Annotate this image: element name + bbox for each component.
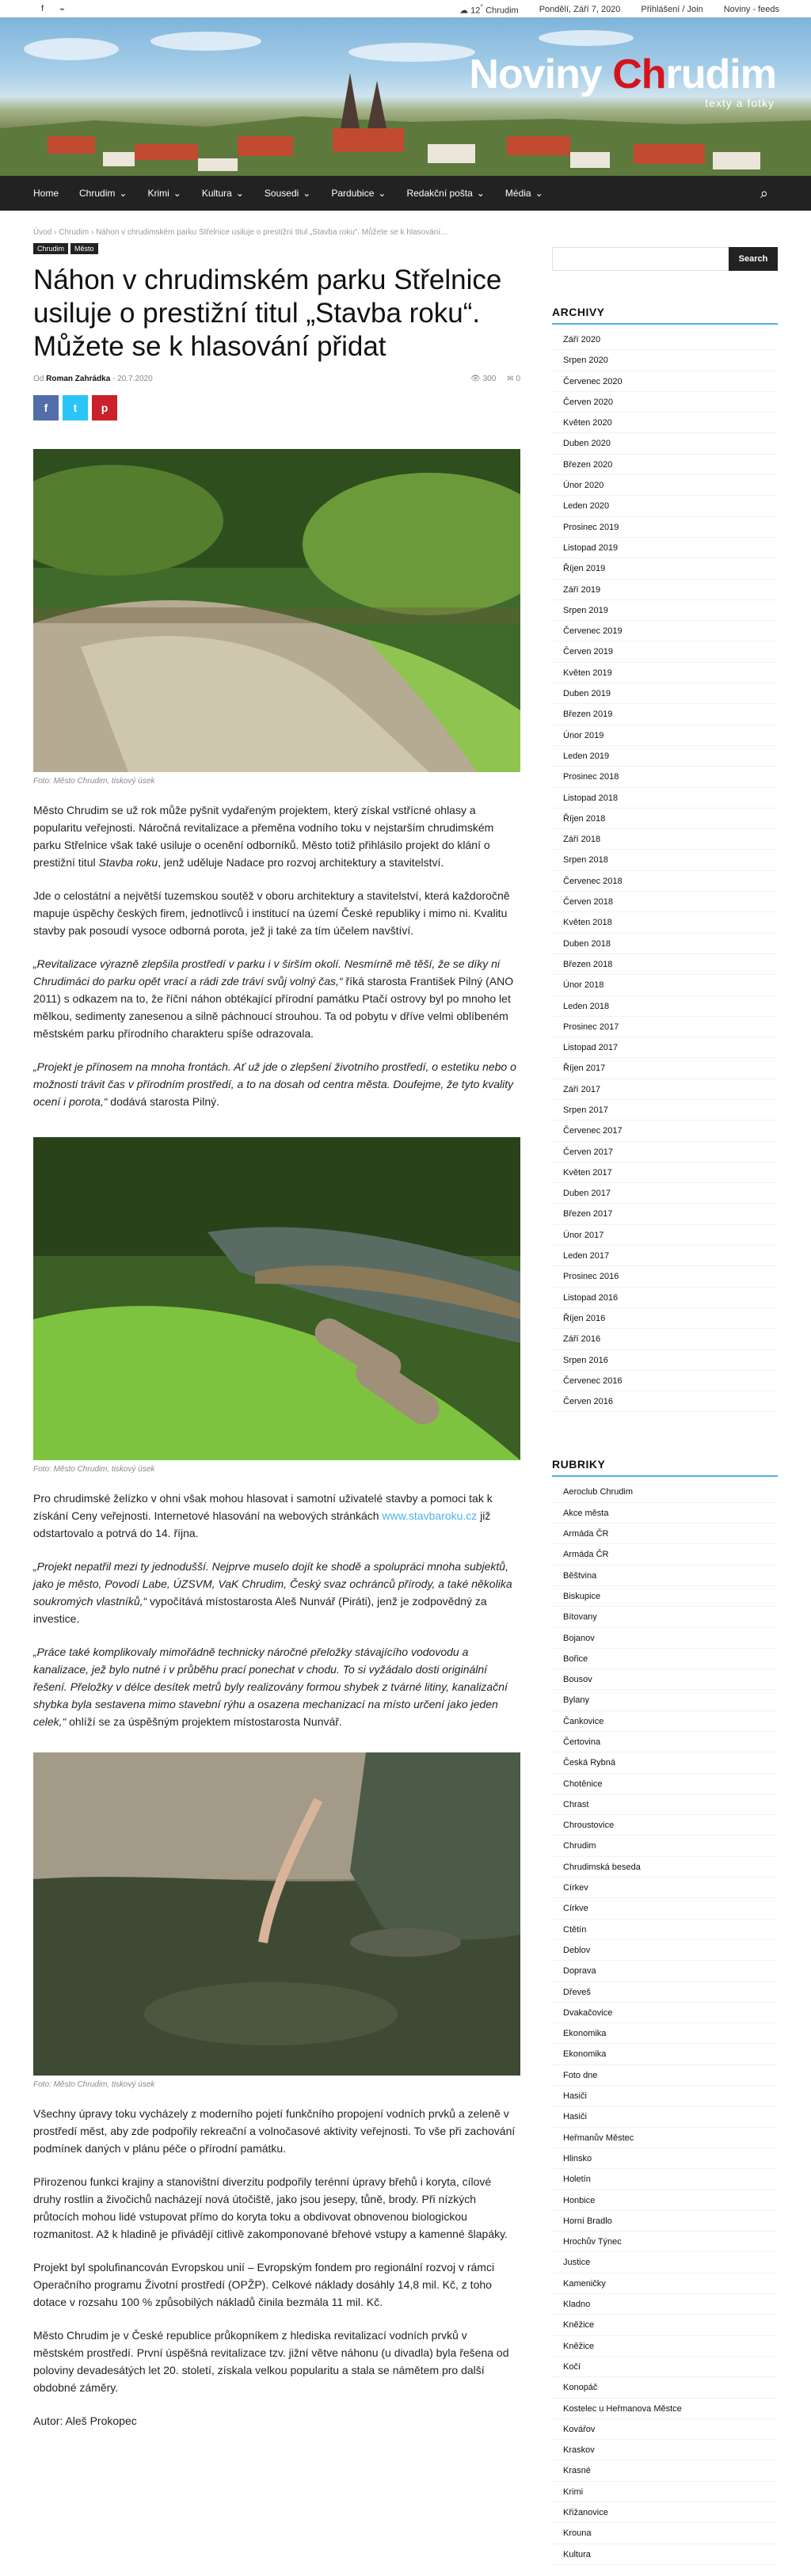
photo-caption-1: Foto: Město Chrudim, tiskový úsek <box>33 777 155 786</box>
main-nav <box>0 176 811 211</box>
archive-item[interactable]: Prosinec 2017 <box>552 1017 778 1037</box>
category-item[interactable]: Kněžice <box>552 2336 778 2357</box>
nav-kultura[interactable]: Kultura ⌄ <box>201 188 244 199</box>
category-item[interactable]: Ctětín <box>552 1920 778 1940</box>
chevron-down-icon: ⌄ <box>119 188 128 199</box>
category-item[interactable]: Kameničky <box>552 2274 778 2294</box>
category-item[interactable]: Dřeveš <box>552 1982 778 2003</box>
breadcrumb: Úvod › Chrudim › Náhon v chrudimském parku Střelnice usiluje o prestižní titul „Stavba roku“. Můžete se k hlasování... <box>33 228 447 237</box>
category-item[interactable]: Krouna <box>552 2523 778 2544</box>
archive-item[interactable]: Červenec 2016 <box>552 1371 778 1391</box>
category-item[interactable]: Chrudim <box>552 1836 778 1856</box>
comments-count[interactable]: ✉ 0 <box>507 375 520 383</box>
share-twitter-button[interactable]: t <box>63 395 88 420</box>
sidebar-search-button[interactable]: Search <box>729 247 778 271</box>
category-item[interactable]: Chrudimská beseda <box>552 1857 778 1878</box>
photo-caption-2: Foto: Město Chrudim, tiskový úsek <box>33 1465 155 1474</box>
archive-item[interactable]: Říjen 2017 <box>552 1058 778 1079</box>
archive-item[interactable]: Září 2017 <box>552 1079 778 1100</box>
category-item[interactable]: Krimi <box>552 2482 778 2502</box>
category-item[interactable]: Akce města <box>552 1503 778 1524</box>
category-item[interactable]: Kočí <box>552 2357 778 2377</box>
paragraph-8: Všechny úpravy toku vycházely z moderního pojetí funkčního propojení vodních prvků a zeleně v prostředí měst, aby zde podpořily rekreační a volnočasové aktivity veřejnosti. To vše při zachování podmínek daných v plánu péče o přírodní památku. <box>33 2107 516 2155</box>
article-photo-1[interactable] <box>33 449 520 772</box>
archive-item[interactable]: Září 2019 <box>552 580 778 600</box>
archive-item[interactable]: Srpen 2017 <box>552 1100 778 1121</box>
breadcrumb-current: Náhon v chrudimském parku Střelnice usiluje o prestižní titul „Stavba roku“. Můžete se k hlasování... <box>95 228 447 237</box>
article-photo-3[interactable] <box>33 1752 520 2076</box>
archive-item[interactable]: Červenec 2017 <box>552 1121 778 1141</box>
category-item[interactable]: Kostelec u Heřmanova Městce <box>552 2399 778 2419</box>
paragraph-1: Město Chrudim se už rok může pyšnit vydařeným projektem, který získal vstřícné ohlasy a popularitu veřejnosti. Náročná revitalizace a přeměna vodního toku v nejstarším chrudimském parku Střelnice však také usiluje o ocenění odborníků. Město totiž přihlásilo projekt do klání o prestižní titul Stavba roku, jenž uděluje Nadace pro rozvoj architektury a stavitelství. <box>33 804 494 869</box>
paragraph-7: „Práce také komplikovaly mimořádně technicky náročné přeložky stávajícího vodovodu a kanalizace, jež bylo nutné i v průběhu prací ponechat v chodu. To si vyžádalo dosti originální řešení. Přeložky v délce desítek metrů byly realizovány formou shybek z tvárné litiny, kanalizační shybka byla sestavena mimo stavební rýhu a osazena mechanizací na místo určení jako jeden celek,“ ohlíží se za úspěšným projektem místostarosta Nunvář. <box>33 1646 508 1728</box>
archive-list <box>552 329 778 1412</box>
sidebar-search <box>552 247 778 271</box>
category-item[interactable]: Kraskov <box>552 2440 778 2460</box>
archive-item[interactable]: Únor 2018 <box>552 975 778 995</box>
archive-item[interactable]: Prosinec 2016 <box>552 1266 778 1287</box>
chevron-down-icon: ⌄ <box>303 188 311 199</box>
category-item[interactable]: Deblov <box>552 1940 778 1961</box>
archive-item[interactable]: Únor 2020 <box>552 475 778 496</box>
category-item[interactable]: Foto dne <box>552 2065 778 2086</box>
category-item[interactable]: Bousov <box>552 1669 778 1690</box>
stavbaroku-link[interactable]: www.stavbaroku.cz <box>382 1509 478 1522</box>
category-item[interactable]: Biskupice <box>552 1586 778 1607</box>
archive-item[interactable]: Srpen 2020 <box>552 350 778 371</box>
author-link[interactable]: Roman Zahrádka <box>46 375 111 383</box>
category-item[interactable]: Armáda ČR <box>552 1544 778 1565</box>
category-item[interactable]: Bojanov <box>552 1628 778 1649</box>
category-item[interactable]: Hlinsko <box>552 2148 778 2169</box>
photo-stream-logs <box>33 1137 520 1460</box>
photo-wading-person <box>33 1752 520 2076</box>
archive-item[interactable]: Březen 2017 <box>552 1204 778 1224</box>
archive-item[interactable]: Srpen 2018 <box>552 850 778 870</box>
category-item[interactable]: Heřmanův Městec <box>552 2128 778 2148</box>
category-item[interactable]: Doprava <box>552 1961 778 1981</box>
category-item[interactable]: Armáda ČR <box>552 1524 778 1544</box>
archive-item[interactable]: Leden 2019 <box>552 746 778 767</box>
paragraph-9: Přirozenou funkci krajiny a stanovištní diverzitu podpořily terénní úpravy břehů i koryta, cílové druhy rostlin a živočichů nacházejí nová útočiště, jako jsou jesepy, tůně, brody. Při nízkých průtocích mohou lidé vstupovat přímo do koryta toku a obdivovat obnovenou biologickou rozmanitost. Až k hladině je přivádějí citlivě zakomponované břehové vstupy a kamenné šlapáky. <box>33 2175 508 2240</box>
category-item[interactable]: Bořice <box>552 1649 778 1669</box>
article-column <box>33 228 520 2430</box>
paragraph-11: Město Chrudim je v České republice průkopníkem z hlediska revitalizací vodních prvků v městském prostředí. První úspěšná revitalizace tzv. jižní větve náhonu (u divadla) byla řešena od poloviny devadesátých let 20. století, získala velkou popularitu a stala se námětem pro další obdobné záměry. <box>33 2329 509 2394</box>
paragraph-4: „Projekt je přínosem na mnoha frontách. Ať už jde o zlepšení životního prostředí, o estetiku nebo o možnosti trávit čas v přírodním prostředí, a to na dosah od centra města. Doufejme, že tyto kvality ocení i porota,“ dodává starosta Pilný. <box>33 1060 516 1108</box>
views-count: 👁 300 <box>470 375 497 383</box>
sidebar <box>552 247 778 2565</box>
nav-home[interactable]: Home <box>33 188 59 199</box>
archive-item[interactable]: Září 2020 <box>552 329 778 350</box>
rubriky-title: RUBRIKY <box>552 1458 778 1477</box>
category-item[interactable]: Kněžice <box>552 2315 778 2335</box>
archive-item[interactable]: Únor 2017 <box>552 1225 778 1246</box>
archive-item[interactable]: Duben 2020 <box>552 433 778 454</box>
rss-icon[interactable]: ⌁ <box>59 5 65 14</box>
breadcrumb-home[interactable]: Úvod <box>33 228 52 237</box>
archive-item[interactable]: Září 2016 <box>552 1329 778 1349</box>
comment-icon: ✉ <box>507 375 514 383</box>
header-banner <box>0 17 811 176</box>
category-item[interactable]: Česká Rybná <box>552 1752 778 1773</box>
article-title: Náhon v chrudimském parku Střelnice usiluje o prestižní titul „Stavba roku“. Můžete se k hlasování přidat <box>33 264 502 362</box>
category-item[interactable]: Dvakačovice <box>552 2003 778 2023</box>
chevron-down-icon: ⌄ <box>476 188 485 199</box>
archive-item[interactable]: Říjen 2018 <box>552 809 778 829</box>
eye-icon: 👁 <box>470 375 481 383</box>
archive-item[interactable]: Listopad 2018 <box>552 788 778 809</box>
rubriky-list <box>552 1482 778 2564</box>
archive-item[interactable]: Srpen 2016 <box>552 1350 778 1371</box>
share-pinterest-button[interactable]: p <box>92 395 117 420</box>
category-item[interactable]: Bylany <box>552 1690 778 1710</box>
archive-item[interactable]: Září 2018 <box>552 829 778 850</box>
archive-item[interactable]: Říjen 2019 <box>552 558 778 579</box>
archive-item[interactable]: Květen 2019 <box>552 663 778 683</box>
archive-item[interactable]: Leden 2020 <box>552 496 778 516</box>
chevron-down-icon: ⌄ <box>173 188 181 199</box>
article-date: 20.7.2020 <box>117 375 153 383</box>
category-item[interactable]: Kultura <box>552 2544 778 2565</box>
archive-item[interactable]: Srpen 2019 <box>552 600 778 621</box>
archive-item[interactable]: Březen 2019 <box>552 704 778 725</box>
category-item[interactable]: Honbice <box>552 2190 778 2211</box>
nav-media[interactable]: Média ⌄ <box>504 188 543 199</box>
search-icon[interactable]: ⌕ <box>760 185 768 201</box>
article-photo-2[interactable] <box>33 1137 520 1460</box>
category-item[interactable]: Aeroclub Chrudim <box>552 1482 778 1502</box>
paragraph-3: „Revitalizace výrazně zlepšila prostředí v parku i v širším okolí. Nesmírně mě těší, že se díky ni Chrudimáci do parku opět vrací a rádi zde tráví svůj volný čas,“ říká starosta František Pilný (ANO 2011) s odkazem na to, že říční náhon obtékající přírodní památku Ptačí ostrovy byl po mnoho let mělkou, sedimenty zanesenou a silně páchnoucí strouhou. Ta od pobytu v dříve velmi oblíbeném městském parku přírodního charakteru spíše odrazovala. <box>33 957 514 1040</box>
chevron-down-icon: ⌄ <box>235 188 244 199</box>
breadcrumb-section[interactable]: Chrudim <box>59 228 89 237</box>
paragraph-10: Projekt byl spolufinancován Evropskou unií – Evropským fondem pro regionální rozvoj v rámci Operačního programu Životní prostředí (OPŽP). Celkové náklady dosáhly 14,8 mil. Kč, z toho dotace v rozsahu 100 % způsobilých nákladů činila bezmála 11 mil. Kč. <box>33 2261 495 2308</box>
feeds-link[interactable]: Noviny - feeds <box>723 4 779 14</box>
share-facebook-button[interactable]: f <box>33 395 59 420</box>
archive-item[interactable]: Březen 2020 <box>552 455 778 475</box>
archive-item[interactable]: Červen 2018 <box>552 892 778 912</box>
weather-temp: 12 <box>470 6 481 16</box>
category-item[interactable]: Hrochův Týnec <box>552 2232 778 2252</box>
archive-item[interactable]: Leden 2018 <box>552 996 778 1017</box>
category-item[interactable]: Křižanovice <box>552 2502 778 2523</box>
top-bar <box>0 0 811 17</box>
archive-item[interactable]: Duben 2017 <box>552 1183 778 1204</box>
category-item[interactable]: Hasiči <box>552 2106 778 2127</box>
archive-item[interactable]: Listopad 2016 <box>552 1288 778 1308</box>
weather-city: Chrudim <box>485 6 519 16</box>
archive-item[interactable]: Říjen 2016 <box>552 1308 778 1329</box>
paragraph-6: „Projekt nepatřil mezi ty jednodušší. Nejprve muselo dojít ke shodě a spolupráci mnoha subjektů, jako je město, Povodí Labe, ÚZSVM, VaK Chrudim, Český svaz ochránců přírody, a také několika soukromých vlastníků,“ vypočítává místostarosta Aleš Nunvář (Piráti), jenž je zodpovědný za investice. <box>33 1560 512 1625</box>
photo-stream-bed <box>33 449 520 772</box>
category-item[interactable]: Bítovany <box>552 1607 778 1627</box>
top-date: Pondělí, Září 7, 2020 <box>539 4 621 14</box>
weather-widget: ☁ 12° Chrudim <box>459 3 519 16</box>
site-logo[interactable]: Noviny Chrudim <box>469 51 776 97</box>
category-badge-chrudim[interactable]: Chrudim <box>33 243 68 254</box>
category-badge-mesto[interactable]: Město <box>70 243 98 254</box>
article-meta: Od Roman Zahrádka - 20.7.2020 👁 300 ✉ 0 <box>33 375 520 389</box>
chevron-down-icon: ⌄ <box>378 188 386 199</box>
chevron-down-icon: ⌄ <box>535 188 543 199</box>
category-item[interactable]: Církve <box>552 1898 778 1919</box>
article-signature: Autor: Aleš Prokopec <box>33 2414 137 2427</box>
category-item[interactable]: Kovářov <box>552 2419 778 2440</box>
archive-item[interactable]: Červen 2017 <box>552 1142 778 1162</box>
archive-item[interactable]: Červenec 2018 <box>552 871 778 892</box>
archive-item[interactable]: Květen 2018 <box>552 912 778 933</box>
category-item[interactable]: Chrast <box>552 1794 778 1815</box>
archive-item[interactable]: Leden 2017 <box>552 1246 778 1266</box>
archive-item[interactable]: Červen 2016 <box>552 1391 778 1412</box>
author-prefix: Od <box>33 375 44 383</box>
category-item[interactable]: Konopáč <box>552 2377 778 2398</box>
category-item[interactable]: Hasiči <box>552 2086 778 2106</box>
category-item[interactable]: Čertovina <box>552 1732 778 1752</box>
category-item[interactable]: Ekonomika <box>552 2023 778 2044</box>
photo-caption-3: Foto: Město Chrudim, tiskový úsek <box>33 2080 155 2089</box>
archive-item[interactable]: Prosinec 2018 <box>552 767 778 787</box>
weather-unit: ° <box>480 3 484 11</box>
paragraph-5: Pro chrudimské želízko v ohni však mohou hlasovat i samotní uživatelé stavby a pomoci tak k získání Ceny veřejnosti. Internetové hlasování na webových stránkách www.stavbaroku.cz již odstartovalo a potrvá do 14. října. <box>33 1492 493 1539</box>
archive-item[interactable]: Červen 2020 <box>552 392 778 413</box>
category-item[interactable]: Justice <box>552 2252 778 2273</box>
archive-item[interactable]: Květen 2020 <box>552 413 778 433</box>
archive-item[interactable]: Únor 2019 <box>552 725 778 746</box>
nav-redakcni-posta[interactable]: Redakční pošta ⌄ <box>406 188 485 199</box>
archive-item[interactable]: Červenec 2020 <box>552 371 778 392</box>
archive-title: ARCHIVY <box>552 306 778 325</box>
category-item[interactable]: Horní Bradlo <box>552 2211 778 2232</box>
archive-item[interactable]: Listopad 2017 <box>552 1037 778 1058</box>
category-item[interactable]: Čankovice <box>552 1711 778 1732</box>
category-item[interactable]: Chotěnice <box>552 1774 778 1794</box>
archive-item[interactable]: Březen 2018 <box>552 954 778 975</box>
nav-chrudim[interactable]: Chrudim ⌄ <box>79 188 128 199</box>
login-link[interactable]: Přihlášení / Join <box>641 4 703 14</box>
category-item[interactable]: Chroustovice <box>552 1815 778 1836</box>
nav-pardubice[interactable]: Pardubice ⌄ <box>331 188 386 199</box>
nav-krimi[interactable]: Krimi ⌄ <box>147 188 181 199</box>
archive-item[interactable]: Červen 2019 <box>552 641 778 662</box>
category-item[interactable]: Ekonomika <box>552 2044 778 2064</box>
paragraph-2: Jde o celostátní a největší tuzemskou soutěž v oboru architektury a stavitelství, která každoročně mapuje úspěchy českých firem, jednotlivců i institucí na území České republiky i mimo ni. Kvalitu stavby pak posoudí vysoce odborná porota, jež ji také za tím účelem navštíví. <box>33 889 510 937</box>
archive-item[interactable]: Duben 2018 <box>552 934 778 954</box>
category-item[interactable]: Krasné <box>552 2460 778 2481</box>
archive-item[interactable]: Duben 2019 <box>552 683 778 704</box>
archive-item[interactable]: Květen 2017 <box>552 1162 778 1183</box>
archive-item[interactable]: Červenec 2019 <box>552 621 778 641</box>
category-item[interactable]: Holetín <box>552 2169 778 2190</box>
sidebar-search-input[interactable] <box>552 247 730 271</box>
category-item[interactable]: Běštvina <box>552 1566 778 1586</box>
share-buttons <box>33 395 520 420</box>
nav-sousedi[interactable]: Sousedi ⌄ <box>264 188 311 199</box>
facebook-icon[interactable]: f <box>41 4 44 13</box>
category-item[interactable]: Kladno <box>552 2294 778 2315</box>
site-tagline: texty a fotky <box>705 97 775 109</box>
archive-item[interactable]: Listopad 2019 <box>552 538 778 558</box>
category-item[interactable]: Církev <box>552 1878 778 1898</box>
archive-item[interactable]: Prosinec 2019 <box>552 517 778 538</box>
